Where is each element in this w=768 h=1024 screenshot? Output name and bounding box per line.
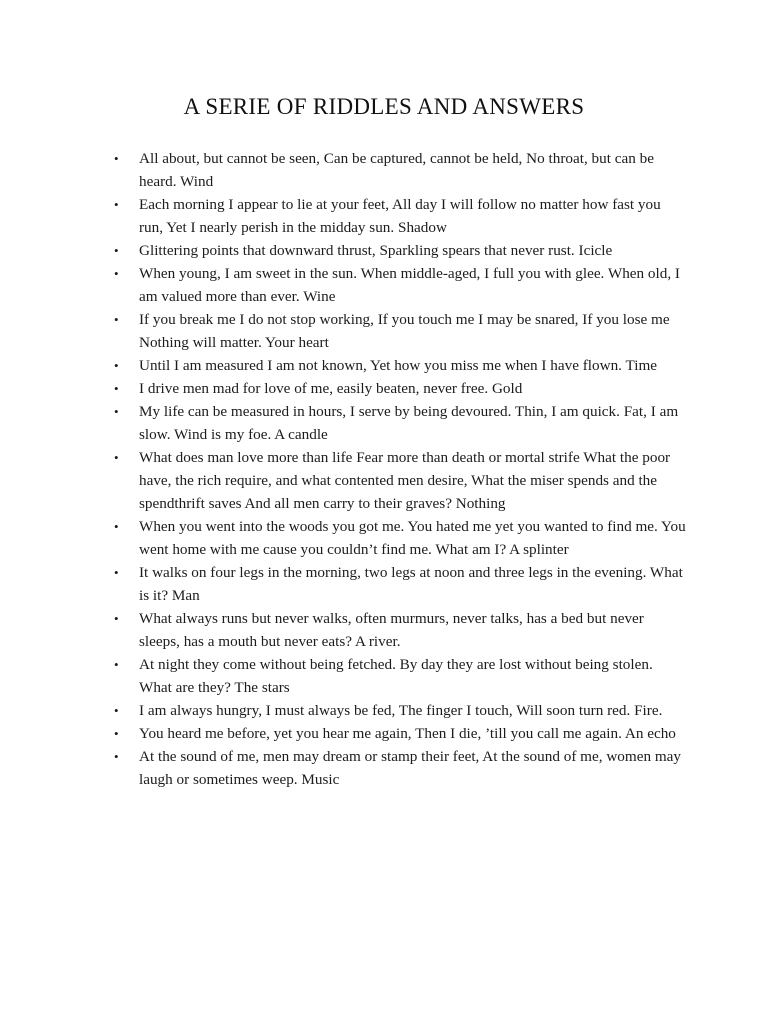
- riddle-text: Glittering points that downward thrust, Sparkling spears that never rust. Icicle: [139, 242, 613, 259]
- riddle-text: All about, but cannot be seen, Can be captured, cannot be held, No throat, but can be heard. Wind: [139, 150, 654, 190]
- list-item: [114, 354, 686, 377]
- bullet-icon: •: [114, 450, 119, 465]
- riddle-text: My life can be measured in hours, I serve by being devoured. Thin, I am quick. Fat, I am slow. Wind is my foe. A candle: [139, 403, 679, 443]
- bullet-icon: •: [114, 519, 119, 534]
- list-item: [114, 745, 686, 791]
- list-item: [114, 515, 686, 561]
- list-item: [114, 262, 686, 308]
- bullet-icon: •: [114, 657, 119, 672]
- list-item: [114, 400, 686, 446]
- riddle-text: What always runs but never walks, often murmurs, never talks, has a bed but never sleeps, has a mouth but never eats? A river.: [139, 610, 644, 650]
- bullet-icon: •: [114, 611, 119, 626]
- riddle-text: It walks on four legs in the morning, two legs at noon and three legs in the evening. What is it? Man: [139, 564, 683, 604]
- list-item: [114, 561, 686, 607]
- riddle-text: When you went into the woods you got me. You hated me yet you wanted to find me. You went home with me cause you couldn’t find me. What am I? A splinter: [139, 518, 686, 558]
- list-item: [114, 607, 686, 653]
- bullet-icon: •: [114, 726, 119, 741]
- riddle-text: I drive men mad for love of me, easily beaten, never free. Gold: [139, 380, 523, 397]
- list-item: [114, 308, 686, 354]
- list-item: [114, 653, 686, 699]
- list-item: [114, 193, 686, 239]
- list-item: [114, 377, 686, 400]
- page-title: A SERIE OF RIDDLES AND ANSWERS: [183, 94, 585, 119]
- bullet-icon: •: [114, 358, 119, 373]
- list-item: [114, 239, 686, 262]
- bullet-icon: •: [114, 151, 119, 166]
- riddle-text: I am always hungry, I must always be fed, The finger I touch, Will soon turn red. Fire.: [139, 702, 663, 719]
- bullet-icon: •: [114, 381, 119, 396]
- list-item: [114, 147, 686, 193]
- riddle-list: [114, 147, 686, 791]
- riddle-text: You heard me before, yet you hear me again, Then I die, ’till you call me again. An echo: [139, 725, 676, 742]
- list-item: [114, 722, 686, 745]
- riddle-text: At the sound of me, men may dream or stamp their feet, At the sound of me, women may laugh or sometimes weep. Music: [139, 748, 681, 788]
- bullet-icon: •: [114, 243, 119, 258]
- bullet-icon: •: [114, 312, 119, 327]
- riddle-text: Until I am measured I am not known, Yet how you miss me when I have flown. Time: [139, 357, 658, 374]
- list-item: [114, 699, 686, 722]
- bullet-icon: •: [114, 197, 119, 212]
- list-item: [114, 446, 686, 515]
- bullet-icon: •: [114, 404, 119, 419]
- riddle-text: Each morning I appear to lie at your feet, All day I will follow no matter how fast you run, Yet I nearly perish in the midday sun. Shadow: [139, 196, 661, 236]
- riddle-text: If you break me I do not stop working, If you touch me I may be snared, If you lose me Nothing will matter. Your heart: [139, 311, 670, 351]
- bullet-icon: •: [114, 703, 119, 718]
- bullet-icon: •: [114, 266, 119, 281]
- bullet-icon: •: [114, 749, 119, 764]
- riddle-text: At night they come without being fetched. By day they are lost without being stolen. What are they? The stars: [139, 656, 653, 696]
- riddle-text: What does man love more than life Fear more than death or mortal strife What the poor have, the rich require, and what contented men desire, What the miser spends and the spendthrift saves And all men carry to their graves? Nothing: [139, 449, 671, 512]
- bullet-icon: •: [114, 565, 119, 580]
- riddle-text: When young, I am sweet in the sun. When middle-aged, I full you with glee. When old, I am valued more than ever. Wine: [139, 265, 680, 305]
